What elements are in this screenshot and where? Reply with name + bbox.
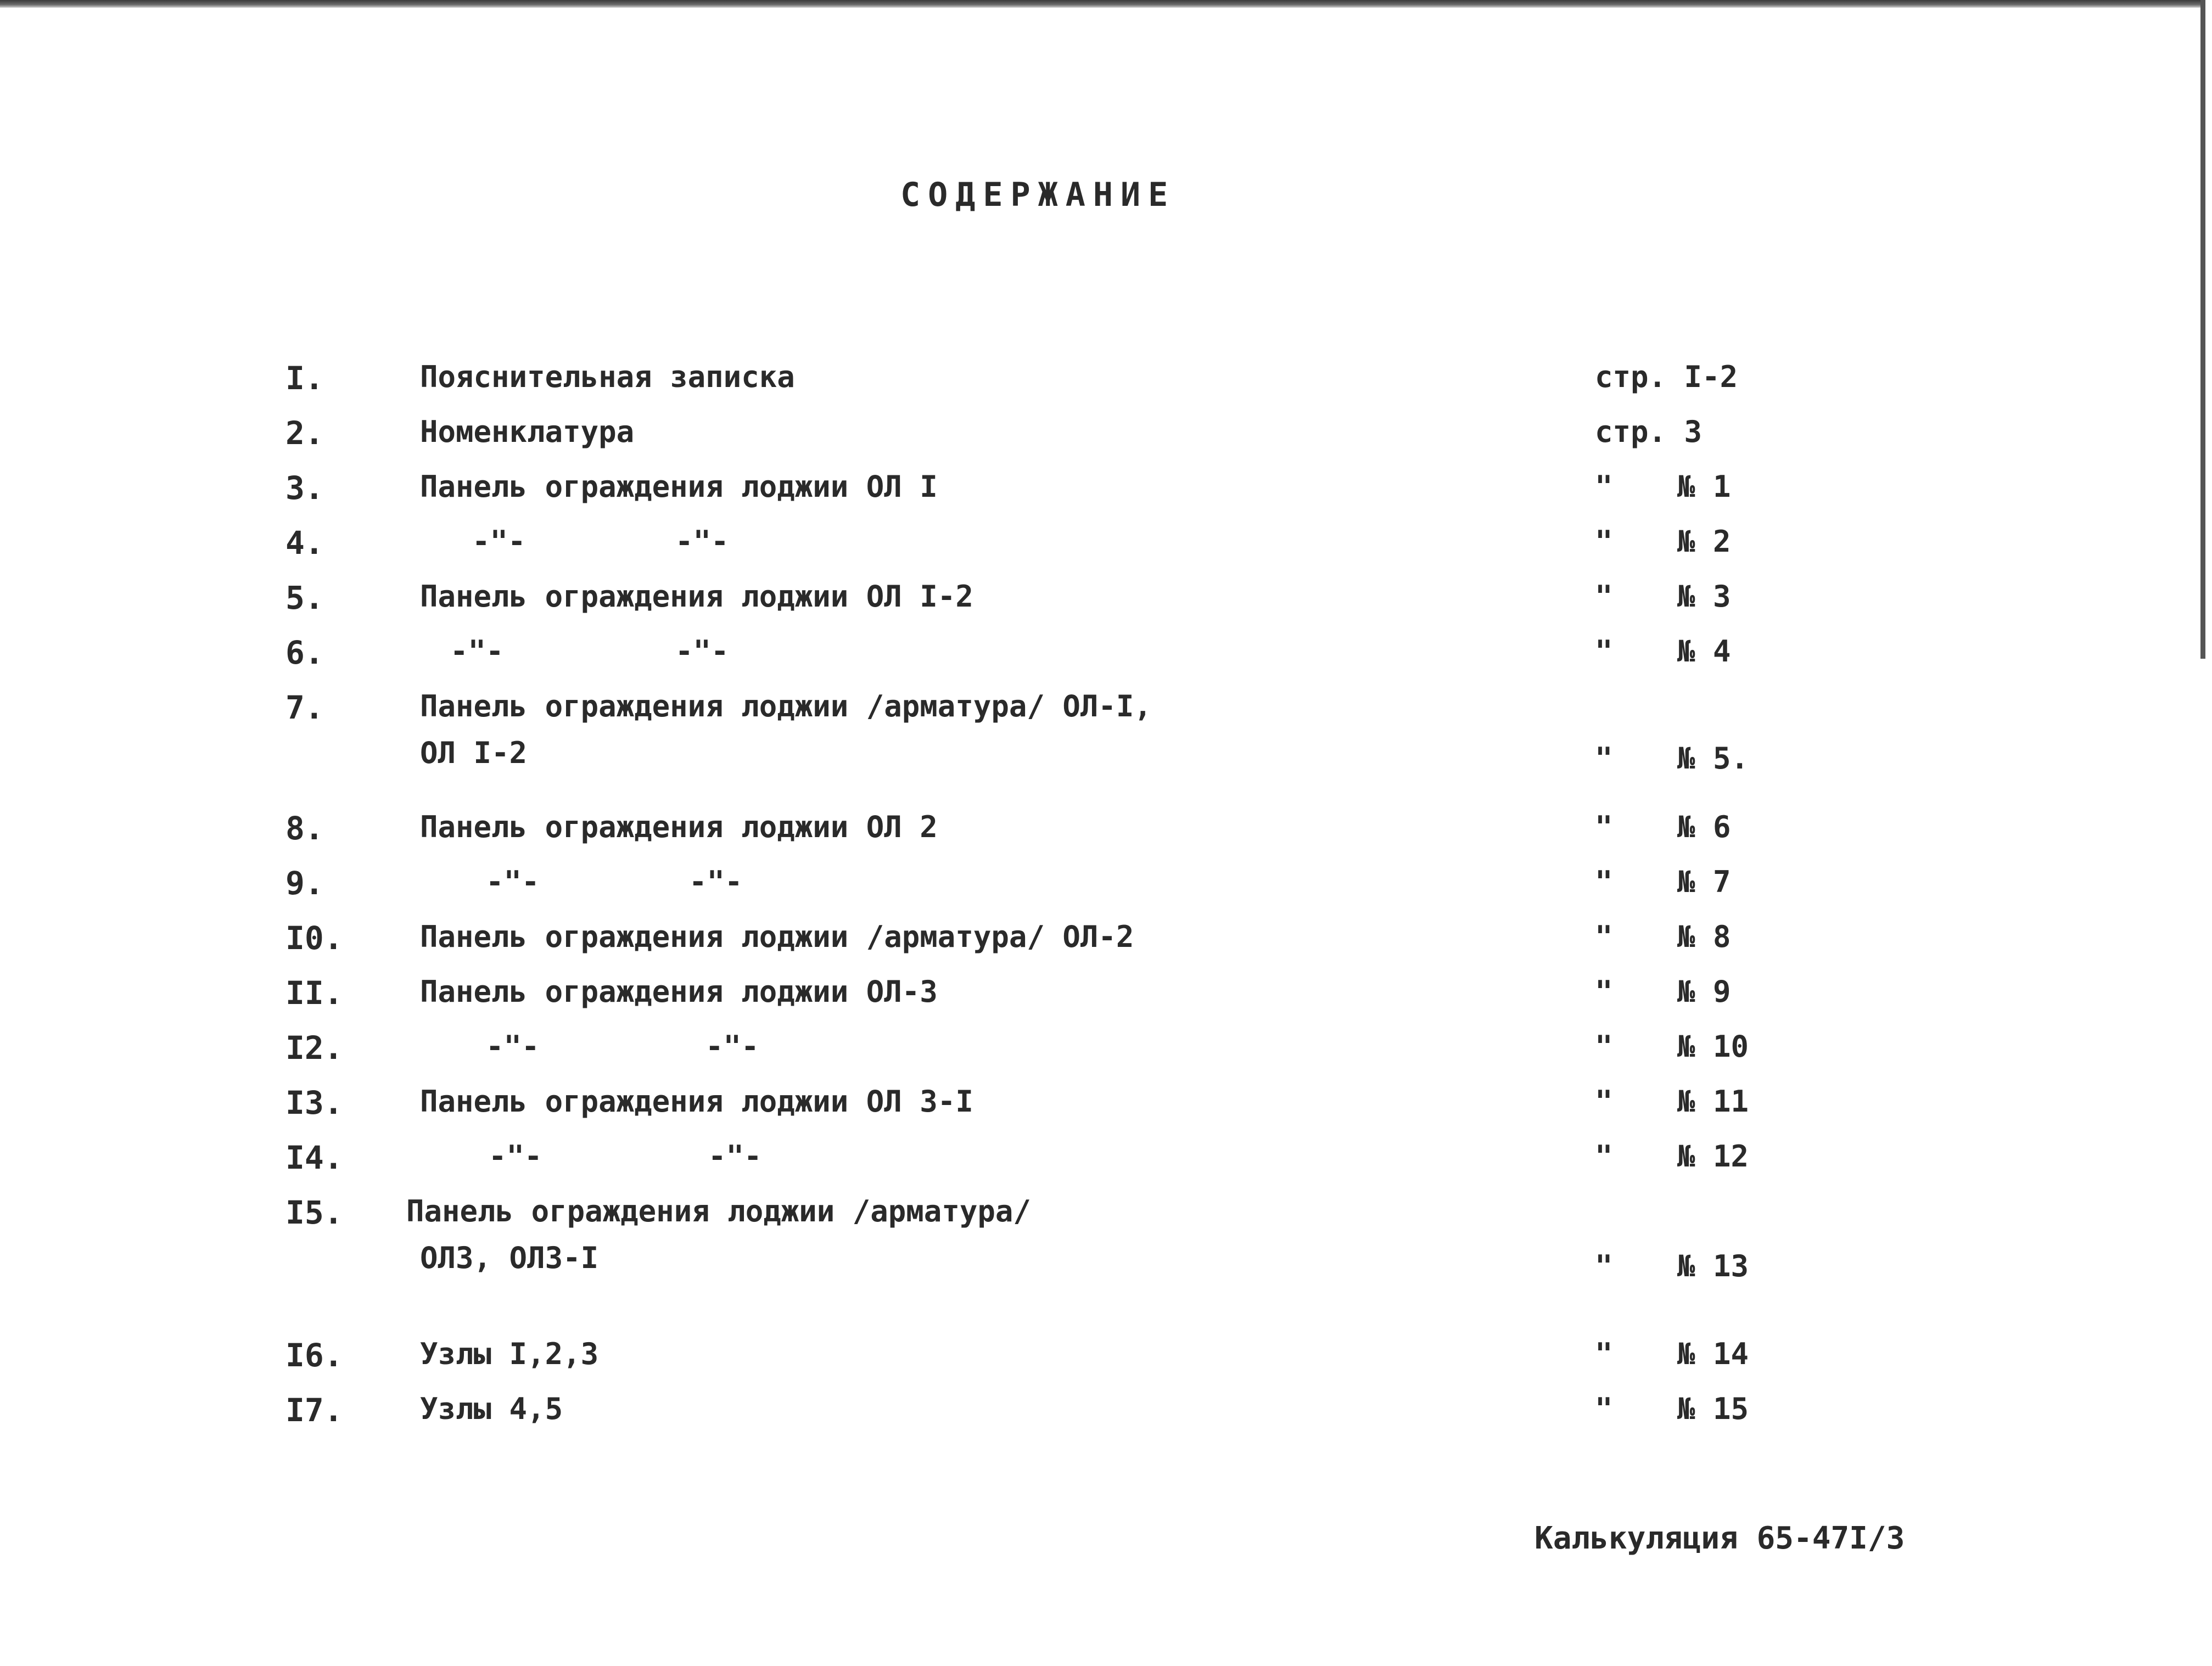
item-number: I4. [285,1139,343,1176]
page-reference: стр. 3 [1595,414,1703,449]
sheet-number: № 7 [1677,865,1731,899]
toc-item [0,1084,2212,1128]
item-title-line: Панель ограждения лоджии /арматура/ ОЛ-I, [420,689,1152,723]
item-title: Панель ограждения лоджии ОЛ-3 [420,974,938,1009]
item-title [420,689,1152,770]
page-reference [1595,810,1731,844]
item-number: I3. [285,1084,343,1121]
toc-item [0,1194,2212,1293]
ditto-mark: -"- [708,1139,762,1174]
sheet-number: № 14 [1677,1337,1749,1371]
ditto-mark: -"- [689,865,743,899]
toc-item [0,1392,2212,1435]
page-reference [1595,469,1731,504]
ditto-mark: -"- [675,634,729,669]
ditto-mark: " [1595,1337,1613,1371]
ditto-mark: " [1595,579,1613,614]
ditto-mark: " [1595,1084,1613,1119]
item-title-line: Панель ограждения лоджии /арматура/ [406,1194,1031,1229]
page-reference [1595,1392,1749,1426]
sheet-number: № 2 [1677,524,1731,559]
item-title: Пояснительная записка [420,360,795,394]
ditto-mark: " [1595,524,1613,559]
ditto-mark: " [1595,469,1613,504]
item-title-continuation: ОЛ I-2 [420,736,528,770]
sheet-number: № 10 [1677,1029,1749,1064]
item-number: 4. [285,524,324,562]
toc-item [0,974,2212,1018]
item-title: Номенклатура [420,414,635,449]
toc-item [0,689,2212,788]
sheet-number: № 5. [1677,741,1749,776]
item-title: Панель ограждения лоджии ОЛ I-2 [420,579,973,614]
toc-item [0,1337,2212,1381]
ditto-mark: -"- [486,1029,540,1064]
item-number: I7. [285,1392,343,1429]
toc-item [0,810,2212,854]
item-number: I6. [285,1337,343,1374]
toc-item [0,634,2212,678]
item-title: Панель ограждения лоджии ОЛ 3-I [420,1084,973,1119]
page-reference [1595,974,1731,1009]
sheet-number: № 8 [1677,919,1731,954]
item-number: 5. [285,579,324,616]
item-number: I. [285,360,324,397]
toc-item [0,919,2212,963]
page-reference [1595,919,1731,954]
ditto-mark: -"- [489,1139,542,1174]
item-title: Узлы 4,5 [420,1392,563,1426]
sheet-number: № 1 [1677,469,1731,504]
sheet-number: № 15 [1677,1392,1749,1426]
ditto-mark: " [1595,1392,1613,1426]
toc-item [0,360,2212,403]
ditto-mark: " [1595,919,1613,954]
sheet-number: № 4 [1677,634,1731,669]
page-reference [1595,741,1749,776]
item-number: I5. [285,1194,343,1231]
ditto-mark: -"- [486,865,540,899]
toc-item [0,865,2212,908]
item-number: 3. [285,469,324,507]
ditto-mark: " [1595,974,1613,1009]
item-title: Панель ограждения лоджии ОЛ I [420,469,938,504]
item-title: Панель ограждения лоджии /арматура/ ОЛ-2 [420,919,1134,954]
sheet-number: № 6 [1677,810,1731,844]
ditto-mark: " [1595,810,1613,844]
page-reference [1595,865,1731,899]
page-title: СОДЕРЖАНИЕ [900,176,1176,214]
sheet-number: № 3 [1677,579,1731,614]
toc-item [0,1139,2212,1183]
toc-item [0,579,2212,623]
item-title: Узлы I,2,3 [420,1337,599,1371]
page-reference [1595,1139,1749,1174]
toc-item [0,1029,2212,1073]
page-reference [1595,579,1731,614]
item-number: 9. [285,865,324,902]
page-reference [1595,1084,1749,1119]
item-number: 2. [285,414,324,452]
item-number: 7. [285,689,324,726]
ditto-mark: -"- [705,1029,759,1064]
item-number: 6. [285,634,324,671]
ditto-mark: -"- [472,524,526,559]
ditto-mark: -"- [675,524,729,559]
item-title-continuation: ОЛЗ, ОЛЗ-I [420,1241,599,1275]
sheet-number: № 12 [1677,1139,1749,1174]
item-number: 8. [285,810,324,847]
document-code: Калькуляция 65-47I/3 [1535,1521,1905,1556]
toc-item [0,469,2212,513]
toc-item [0,524,2212,568]
ditto-mark: " [1595,1029,1613,1064]
ditto-mark: -"- [450,634,504,669]
ditto-mark: " [1595,741,1613,776]
sheet-number: № 11 [1677,1084,1749,1119]
page-reference [1595,1337,1749,1371]
sheet-number: № 9 [1677,974,1731,1009]
item-title: Панель ограждения лоджии ОЛ 2 [420,810,938,844]
sheet-number: № 13 [1677,1249,1749,1283]
page-reference [1595,524,1731,559]
item-number: I2. [285,1029,343,1067]
item-title [406,1194,1031,1275]
item-number: II. [285,974,343,1012]
page-reference [1595,634,1731,669]
ditto-mark: " [1595,865,1613,899]
ditto-mark: " [1595,1139,1613,1174]
page-reference: стр. I-2 [1595,360,1738,394]
toc-item [0,414,2212,458]
ditto-mark: " [1595,1249,1613,1283]
ditto-mark: " [1595,634,1613,669]
item-number: I0. [285,919,343,957]
page-reference [1595,1029,1749,1064]
page-reference [1595,1249,1749,1283]
